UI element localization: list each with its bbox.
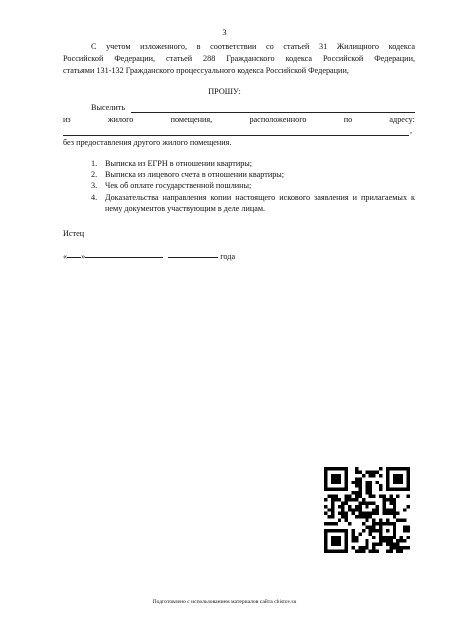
intro-line-1: С учетом изложенного, в соответствии со статьей 31 Жилищного кодекса — [91, 42, 415, 51]
footer-note: Подготовлено с использованием материалов сайта chistov.su — [152, 599, 297, 605]
attachment-item: 1. Выписка из ЕГРН в отношении квартиры; — [91, 159, 253, 168]
word-raspolozhennogo: расположенного — [249, 115, 307, 124]
address-blank — [63, 135, 409, 136]
word-pomescheniya: помещения, — [170, 115, 213, 124]
intro-line-3: статьями 131-132 Гражданского процессуального кодекса Российской Федерации, — [63, 66, 349, 75]
attachment-item: 4. Доказательства направления копии настоящего искового заявления и прилагаемых к нему документов участвующим в деле лицам. — [91, 192, 415, 213]
year-blank — [168, 257, 218, 258]
request-heading: ПРОШУ: — [208, 87, 241, 96]
year-word: года — [220, 252, 236, 261]
page-number: 3 — [222, 27, 227, 37]
word-po: по — [343, 115, 353, 124]
evict-name-blank — [131, 112, 415, 113]
word-iz: из — [63, 115, 71, 124]
month-blank — [85, 257, 163, 258]
attachments-list — [91, 158, 415, 214]
intro-line-2: Российской Федерации, статьей 288 Гражданского кодекса Российской Федерации, — [63, 54, 415, 63]
date-open-quote: « — [63, 252, 68, 261]
word-zhilogo: жилого — [107, 115, 134, 124]
attachment-item: 2. Выписка из лицевого счета в отношении квартиры; — [91, 170, 285, 180]
intro-paragraph — [63, 41, 415, 77]
day-blank — [67, 257, 81, 258]
word-adresu: адресу: — [389, 115, 415, 124]
address-intro-row — [63, 115, 415, 124]
no-alternative-housing-text: без предоставления другого жилого помещения. — [63, 138, 232, 147]
date-close-quote: » — [81, 252, 86, 261]
attachment-item: 3. Чек об оплате государственной пошлины; — [91, 181, 252, 191]
qr-code-icon — [324, 467, 410, 553]
date-line — [63, 252, 235, 261]
address-comma: , — [410, 126, 413, 135]
evict-label: Выселить — [91, 103, 126, 112]
plaintiff-label: Истец — [63, 229, 85, 238]
